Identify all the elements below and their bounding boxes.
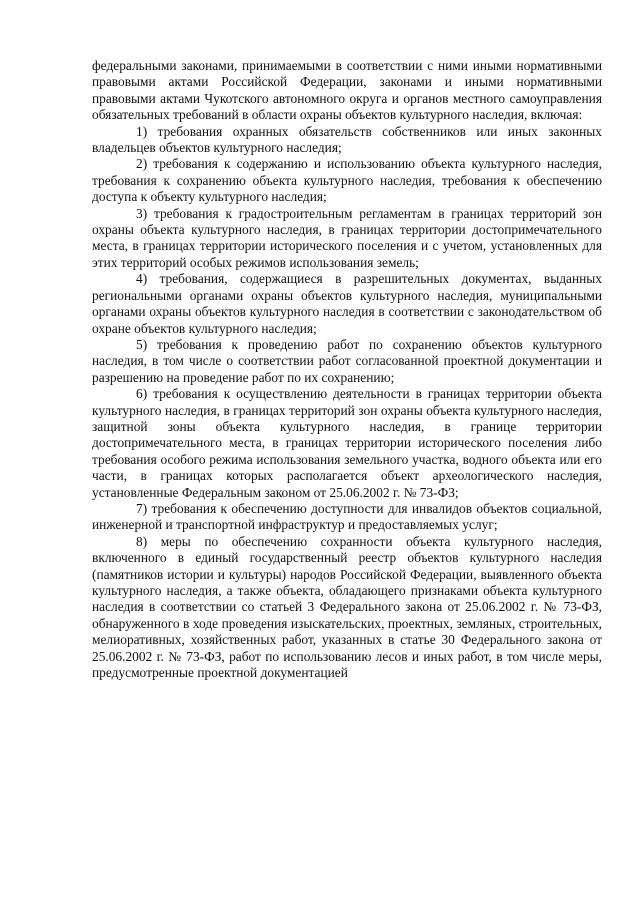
paragraph-item-6: 6) требования к осуществлению деятельности в границах территории объекта культурного наследия, в границах территорий зон охраны объекта культурного наследия, защитной зоны объекта культурного наследия, в границе территории достопримечательного места, в границах территории исторического поселения либо требования особого режима использования земельного участка, водного объекта или его части, в границах которых располагается объект археологического наследия, установленные Федеральным законом от 25.06.2002 г. № 73-ФЗ;: [92, 386, 602, 500]
paragraph-item-7: 7) требования к обеспечению доступности для инвалидов объектов социальной, инженерной и транспортной инфраструктур и предоставляемых услуг;: [92, 500, 602, 533]
paragraph-item-5: 5) требования к проведению работ по сохранению объектов культурного наследия, в том числе о соответствии работ согласованной проектной документации и разрешению на проведение работ по их сохранению;: [92, 336, 602, 385]
paragraph-item-1: 1) требования охранных обязательств собственников или иных законных владельцев объектов культурного наследия;: [92, 123, 602, 156]
paragraph-item-3: 3) требования к градостроительным регламентам в границах территорий зон охраны объекта культурного наследия, в границах территории достопримечательного места, в границах территории исторического поселения и с учетом, установленных для этих территорий особых режимов использования земель;: [92, 205, 602, 270]
paragraph-item-4: 4) требования, содержащиеся в разрешительных документах, выданных региональными органами охраны объектов культурного наследия, муниципальными органами охраны объектов культурного наследия в соответствии с законодательством об охране объектов культурного наследия;: [92, 271, 602, 336]
paragraph-intro: федеральными законами, принимаемыми в соответствии с ними иными нормативными правовыми актами Российской Федерации, законами и иными нормативными правовыми актами Чукотского автономного округа и органов местного самоуправления обязательных требований в области охраны объектов культурного наследия, включая:: [92, 58, 602, 123]
paragraph-item-2: 2) требования к содержанию и использованию объекта культурного наследия, требования к сохранению объекта культурного наследия, требования к обеспечению доступа к объекту культурного наследия;: [92, 156, 602, 205]
paragraph-item-8: 8) меры по обеспечению сохранности объекта культурного наследия, включенного в единый государственный реестр объектов культурного наследия (памятников истории и культуры) народов Российской Федерации, выявленного объекта культурного наследия, а также объекта, обладающего признаками объекта культурного наследия в соответствии со статьей 3 Федерального закона от 25.06.2002 г. № 73-ФЗ, обнаруженного в ходе проведения изыскательских, проектных, земляных, строительных, мелиоративных, хозяйственных работ, указанных в статье 30 Федерального закона от 25.06.2002 г. № 73-ФЗ, работ по использованию лесов и иных работ, в том числе меры, предусмотренные проектной документацией: [92, 533, 602, 681]
document-page: [92, 58, 602, 681]
